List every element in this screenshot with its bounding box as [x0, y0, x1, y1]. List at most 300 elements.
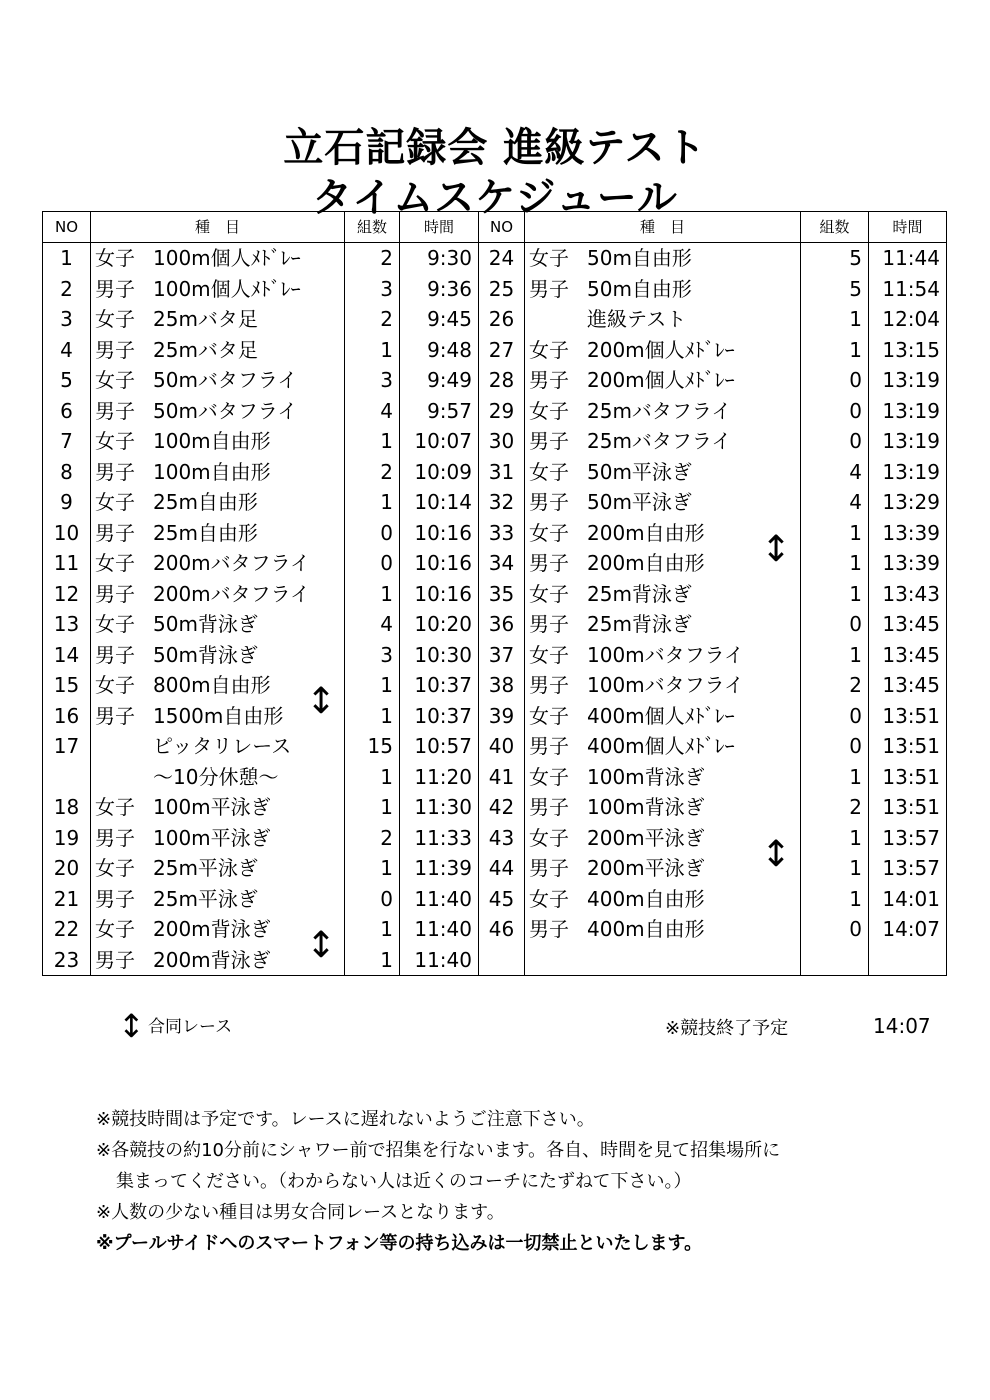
note-line-bold: ※プールサイドへのスマートフォン等の持ち込みは一切禁止といたします。: [96, 1233, 703, 1254]
cell-no: 15: [53, 673, 80, 698]
header-groups: 組数: [345, 212, 400, 243]
cell-event: [91, 640, 345, 671]
cell-no: 13: [53, 612, 80, 637]
cell-groups: 4: [345, 396, 400, 427]
cell-groups: 1: [801, 640, 869, 671]
table-row: [43, 365, 947, 396]
cell-groups: 0: [801, 609, 869, 640]
cell-no: 40: [479, 731, 525, 762]
cell-groups: 3: [345, 640, 400, 671]
cell-no: 29: [479, 396, 525, 427]
header-time: 時間: [869, 212, 947, 243]
cell-sex: 女子: [529, 459, 569, 484]
cell-groups: 0: [801, 701, 869, 732]
cell-sex: 男子: [95, 276, 135, 301]
cell-no: 18: [53, 795, 80, 820]
cell-sex: 女子: [529, 246, 569, 271]
cell-event: [525, 609, 801, 640]
table-row: [43, 487, 947, 518]
cell-sex: 女子: [529, 337, 569, 362]
table-row: [43, 792, 947, 823]
cell-time: 11:54: [869, 274, 947, 305]
cell-sex: 女子: [95, 612, 135, 637]
cell-groups: 1: [801, 884, 869, 915]
cell-event: [525, 304, 801, 335]
header-no: NO: [479, 212, 525, 243]
cell-time: 13:15: [869, 335, 947, 366]
legend-label: 合同レース: [148, 1017, 233, 1037]
cell-event: [525, 640, 801, 671]
cell-groups: 0: [801, 914, 869, 945]
cell-no: 34: [479, 548, 525, 579]
cell-event-name: 200m背泳ぎ: [153, 917, 271, 942]
cell-event: [525, 335, 801, 366]
table-row: [43, 579, 947, 610]
cell-event-name: 25m背泳ぎ: [587, 581, 692, 606]
cell-time: 10:37: [400, 670, 479, 701]
cell-groups: 1: [345, 853, 400, 884]
table-row: [43, 945, 947, 976]
cell-groups: 5: [801, 243, 869, 274]
header-event: 種 目: [91, 212, 345, 243]
note-line: 集まってください。（わからない人は近くのコーチにたずねて下さい。）: [116, 1171, 692, 1192]
cell-event-name: 400m自由形: [587, 886, 705, 911]
cell-sex: 女子: [95, 368, 135, 393]
cell-no: [43, 762, 91, 793]
cell-event: [525, 670, 801, 701]
cell-sex: 男子: [95, 520, 135, 545]
cell-groups: 2: [345, 304, 400, 335]
cell-no: 14: [53, 642, 80, 667]
notes: [96, 1104, 780, 1259]
cell-no: 46: [479, 914, 525, 945]
cell-no: 24: [479, 243, 525, 274]
cell-groups: 1: [345, 701, 400, 732]
cell-sex: 女子: [95, 856, 135, 881]
cell-time: 10:16: [400, 579, 479, 610]
cell-groups: 1: [801, 579, 869, 610]
cell-no: 38: [479, 670, 525, 701]
cell-time: 11:20: [400, 762, 479, 793]
cell-no: 43: [479, 823, 525, 854]
cell-time: 14:07: [869, 914, 947, 945]
cell-no: 16: [53, 703, 80, 728]
cell-event-name: 50m自由形: [587, 276, 692, 301]
cell-time: 10:09: [400, 457, 479, 488]
table-row: [43, 304, 947, 335]
cell-event: [91, 396, 345, 427]
cell-event-name: 50m自由形: [587, 246, 692, 271]
cell-no: 19: [53, 825, 80, 850]
cell-event: [91, 304, 345, 335]
cell-event: [525, 487, 801, 518]
cell-time: 13:39: [869, 518, 947, 549]
cell-event: [525, 914, 801, 945]
cell-groups: 1: [345, 762, 400, 793]
cell-time: 10:20: [400, 609, 479, 640]
cell-groups: 1: [801, 304, 869, 335]
cell-no: 25: [479, 274, 525, 305]
cell-time: 13:19: [869, 365, 947, 396]
cell-time: 13:45: [869, 640, 947, 671]
cell-event-name: 100m個人ﾒﾄﾞﾚｰ: [153, 276, 301, 301]
cell-time: 13:19: [869, 396, 947, 427]
cell-sex: 女子: [529, 825, 569, 850]
table-row: [43, 701, 947, 732]
cell-event-name: 25mバタフライ: [587, 398, 732, 423]
cell-no: 28: [479, 365, 525, 396]
cell-sex: 女子: [95, 246, 135, 271]
cell-no: 6: [60, 398, 73, 423]
cell-time: [869, 945, 947, 976]
cell-event: [91, 548, 345, 579]
cell-sex: 男子: [95, 459, 135, 484]
cell-groups: 1: [801, 853, 869, 884]
cell-time: 11:39: [400, 853, 479, 884]
cell-no: 17: [53, 734, 80, 759]
cell-groups: 0: [345, 518, 400, 549]
cell-event: [91, 487, 345, 518]
cell-event: [91, 792, 345, 823]
cell-sex: 男子: [529, 368, 569, 393]
cell-event-name: 200mバタフライ: [153, 551, 311, 576]
cell-sex: 男子: [95, 703, 135, 728]
cell-time: 9:57: [400, 396, 479, 427]
cell-groups: [801, 945, 869, 976]
cell-groups: 1: [345, 670, 400, 701]
cell-sex: 男子: [95, 825, 135, 850]
cell-event: [525, 945, 801, 976]
cell-event-name: 50mバタフライ: [153, 398, 298, 423]
cell-groups: 4: [801, 487, 869, 518]
cell-no: 41: [479, 762, 525, 793]
cell-event-name: 100mバタフライ: [587, 642, 745, 667]
cell-time: 11:40: [400, 945, 479, 976]
cell-groups: 1: [345, 914, 400, 945]
cell-groups: 2: [801, 792, 869, 823]
cell-time: 10:16: [400, 548, 479, 579]
cell-event: [91, 426, 345, 457]
cell-sex: 男子: [529, 551, 569, 576]
cell-event: [91, 609, 345, 640]
cell-no: 37: [479, 640, 525, 671]
cell-no: 42: [479, 792, 525, 823]
cell-groups: 0: [345, 548, 400, 579]
cell-time: 9:48: [400, 335, 479, 366]
cell-groups: 1: [801, 548, 869, 579]
cell-event-name: 25mバタフライ: [587, 429, 732, 454]
cell-event: [525, 792, 801, 823]
note-line: ※人数の少ない種目は男女合同レースとなります。: [96, 1202, 505, 1223]
cell-time: 9:49: [400, 365, 479, 396]
cell-no: 7: [60, 429, 73, 454]
cell-event-name: 100m平泳ぎ: [153, 825, 271, 850]
cell-event: [91, 579, 345, 610]
cell-event: [525, 457, 801, 488]
cell-groups: 2: [345, 823, 400, 854]
table-row: [43, 274, 947, 305]
cell-event: [91, 884, 345, 915]
cell-event-name: 進級テスト: [587, 307, 687, 332]
cell-sex: 男子: [529, 673, 569, 698]
cell-sex: 男子: [95, 337, 135, 362]
cell-time: 13:19: [869, 426, 947, 457]
cell-no: 21: [53, 886, 80, 911]
table-row: [43, 914, 947, 945]
cell-event: [525, 853, 801, 884]
cell-groups: 0: [801, 365, 869, 396]
cell-event-name: 200m個人ﾒﾄﾞﾚｰ: [587, 368, 735, 393]
cell-time: 11:44: [869, 243, 947, 274]
cell-groups: 3: [345, 365, 400, 396]
table-row: [43, 457, 947, 488]
cell-event: [525, 884, 801, 915]
cell-event-name: 400m自由形: [587, 917, 705, 942]
cell-event: [525, 701, 801, 732]
cell-groups: 0: [801, 426, 869, 457]
cell-sex: 男子: [529, 612, 569, 637]
cell-event-name: 200mバタフライ: [153, 581, 311, 606]
cell-event: [525, 243, 801, 274]
cell-sex: 女子: [95, 673, 135, 698]
cell-sex: 男子: [95, 398, 135, 423]
cell-event-name: 200m平泳ぎ: [587, 825, 705, 850]
cell-event-name: 200m平泳ぎ: [587, 856, 705, 881]
cell-event-name: 25mバタ足: [153, 307, 258, 332]
cell-time: 9:36: [400, 274, 479, 305]
cell-no: 11: [53, 551, 80, 576]
note-line: ※各競技の約10分前にシャワー前で招集を行ないます。各自、時間を見て招集場所に: [96, 1140, 781, 1161]
cell-groups: 4: [801, 457, 869, 488]
cell-event-name: 100m背泳ぎ: [587, 764, 705, 789]
cell-sex: 男子: [529, 795, 569, 820]
table-row: [43, 243, 947, 274]
cell-event: [91, 762, 345, 793]
cell-sex: 男子: [95, 642, 135, 667]
cell-groups: 1: [345, 945, 400, 976]
cell-groups: 2: [345, 457, 400, 488]
cell-sex: 女子: [529, 581, 569, 606]
cell-groups: 1: [345, 335, 400, 366]
cell-event-name: 200m自由形: [587, 520, 705, 545]
end-time-note: [665, 1014, 931, 1040]
double-arrow-icon: ↕: [761, 528, 792, 570]
cell-no: 8: [60, 459, 73, 484]
table-row: [43, 548, 947, 579]
page-title: 立石記録会 進級テスト: [283, 125, 707, 171]
cell-event-name: 25m自由形: [153, 520, 258, 545]
cell-event-name: 50m平泳ぎ: [587, 459, 692, 484]
cell-no: 1: [60, 246, 73, 271]
header-time: 時間: [400, 212, 479, 243]
cell-time: 10:30: [400, 640, 479, 671]
cell-no: 22: [53, 917, 80, 942]
table-row: [43, 853, 947, 884]
cell-event-name: 200m個人ﾒﾄﾞﾚｰ: [587, 337, 735, 362]
cell-sex: 男子: [529, 917, 569, 942]
cell-event-name: 400m個人ﾒﾄﾞﾚｰ: [587, 734, 735, 759]
cell-groups: 1: [345, 426, 400, 457]
cell-groups: 2: [345, 243, 400, 274]
cell-time: 11:30: [400, 792, 479, 823]
note-line: ※競技時間は予定です。レースに遅れないようご注意下さい。: [96, 1109, 595, 1130]
table-row: [43, 335, 947, 366]
cell-no: 33: [479, 518, 525, 549]
cell-time: 12:04: [869, 304, 947, 335]
cell-time: 10:57: [400, 731, 479, 762]
cell-sex: 女子: [529, 398, 569, 423]
cell-sex: 女子: [529, 764, 569, 789]
cell-sex: 男子: [529, 734, 569, 759]
cell-time: 13:57: [869, 853, 947, 884]
table-row: [43, 884, 947, 915]
cell-event: [525, 579, 801, 610]
cell-time: 13:19: [869, 457, 947, 488]
cell-event-name: 100m自由形: [153, 429, 271, 454]
cell-no: 9: [60, 490, 73, 515]
cell-groups: 1: [801, 335, 869, 366]
cell-event-name: 200m自由形: [587, 551, 705, 576]
cell-groups: 4: [345, 609, 400, 640]
cell-time: 13:51: [869, 701, 947, 732]
cell-no: 10: [53, 520, 80, 545]
cell-event-name: ピッタリレース: [153, 734, 292, 759]
cell-sex: 女子: [529, 886, 569, 911]
cell-sex: 女子: [95, 490, 135, 515]
cell-no: 26: [479, 304, 525, 335]
cell-no: 31: [479, 457, 525, 488]
cell-groups: 1: [345, 487, 400, 518]
cell-no: 23: [53, 947, 80, 972]
cell-sex: 男子: [529, 490, 569, 515]
header-no: NO: [43, 212, 91, 243]
cell-no: 36: [479, 609, 525, 640]
cell-event-name: 25m平泳ぎ: [153, 856, 258, 881]
cell-event: [525, 396, 801, 427]
cell-no: 12: [53, 581, 80, 606]
cell-no: 2: [60, 276, 73, 301]
cell-no: [479, 945, 525, 976]
cell-time: 13:45: [869, 609, 947, 640]
table-row: [43, 426, 947, 457]
cell-sex: 男子: [529, 276, 569, 301]
double-arrow-icon: ↕: [761, 833, 792, 875]
end-time-label: ※競技終了予定: [665, 1018, 789, 1039]
cell-time: 9:30: [400, 243, 479, 274]
table-row: [43, 518, 947, 549]
cell-no: 32: [479, 487, 525, 518]
cell-sex: 男子: [95, 886, 135, 911]
cell-time: 11:40: [400, 914, 479, 945]
cell-sex: 女子: [529, 520, 569, 545]
cell-time: 11:40: [400, 884, 479, 915]
cell-sex: 女子: [529, 642, 569, 667]
cell-event-name: 50m背泳ぎ: [153, 612, 258, 637]
cell-event-name: 50mバタフライ: [153, 368, 298, 393]
cell-time: 13:57: [869, 823, 947, 854]
cell-no: 3: [60, 307, 73, 332]
cell-groups: 1: [801, 762, 869, 793]
cell-event: [91, 731, 345, 762]
cell-event: [525, 274, 801, 305]
header-groups: 組数: [801, 212, 869, 243]
table-row: [43, 731, 947, 762]
table-row: [43, 640, 947, 671]
cell-no: 45: [479, 884, 525, 915]
cell-time: 13:29: [869, 487, 947, 518]
cell-event-name: 50m平泳ぎ: [587, 490, 692, 515]
cell-groups: 2: [801, 670, 869, 701]
table-row: [43, 762, 947, 793]
table-row: [43, 670, 947, 701]
cell-time: 10:14: [400, 487, 479, 518]
table-row: [43, 823, 947, 854]
cell-sex: 女子: [95, 429, 135, 454]
cell-event: [525, 365, 801, 396]
cell-event-name: 100m個人ﾒﾄﾞﾚｰ: [153, 246, 301, 271]
cell-sex: 女子: [95, 917, 135, 942]
cell-time: 13:51: [869, 792, 947, 823]
cell-event: [525, 731, 801, 762]
cell-event: [91, 274, 345, 305]
cell-groups: 1: [801, 823, 869, 854]
cell-event: [91, 823, 345, 854]
page-subtitle: タイムスケジュール: [312, 175, 678, 221]
cell-event: [91, 518, 345, 549]
cell-time: 11:33: [400, 823, 479, 854]
cell-event: [91, 701, 345, 732]
schedule-table: [42, 211, 947, 976]
cell-event: [525, 548, 801, 579]
table-row: [43, 396, 947, 427]
cell-no: 5: [60, 368, 73, 393]
cell-time: 13:51: [869, 762, 947, 793]
cell-sex: 女子: [95, 307, 135, 332]
cell-event-name: 100m背泳ぎ: [587, 795, 705, 820]
header-event: 種 目: [525, 212, 801, 243]
cell-no: 44: [479, 853, 525, 884]
table-header-row: [43, 212, 947, 243]
cell-groups: 0: [345, 884, 400, 915]
cell-no: 35: [479, 579, 525, 610]
cell-no: 39: [479, 701, 525, 732]
cell-sex: 女子: [95, 795, 135, 820]
cell-groups: 0: [801, 396, 869, 427]
cell-event-name: 100m平泳ぎ: [153, 795, 271, 820]
cell-time: 10:07: [400, 426, 479, 457]
cell-sex: 男子: [529, 856, 569, 881]
cell-time: 13:45: [869, 670, 947, 701]
double-arrow-icon: ↕: [306, 681, 337, 722]
cell-time: 13:51: [869, 731, 947, 762]
table-row: [43, 609, 947, 640]
cell-groups: 3: [345, 274, 400, 305]
cell-event-name: 50m背泳ぎ: [153, 642, 258, 667]
cell-time: 9:45: [400, 304, 479, 335]
cell-event: [91, 853, 345, 884]
cell-sex: 男子: [95, 947, 135, 972]
cell-time: 13:39: [869, 548, 947, 579]
double-arrow-icon: ↕: [118, 1007, 145, 1045]
cell-groups: 5: [801, 274, 869, 305]
cell-no: 4: [60, 337, 73, 362]
cell-no: 30: [479, 426, 525, 457]
cell-no: 27: [479, 335, 525, 366]
cell-event-name: 25mバタ足: [153, 337, 258, 362]
cell-event-name: 25m平泳ぎ: [153, 886, 258, 911]
cell-event: [91, 457, 345, 488]
cell-event: [91, 365, 345, 396]
